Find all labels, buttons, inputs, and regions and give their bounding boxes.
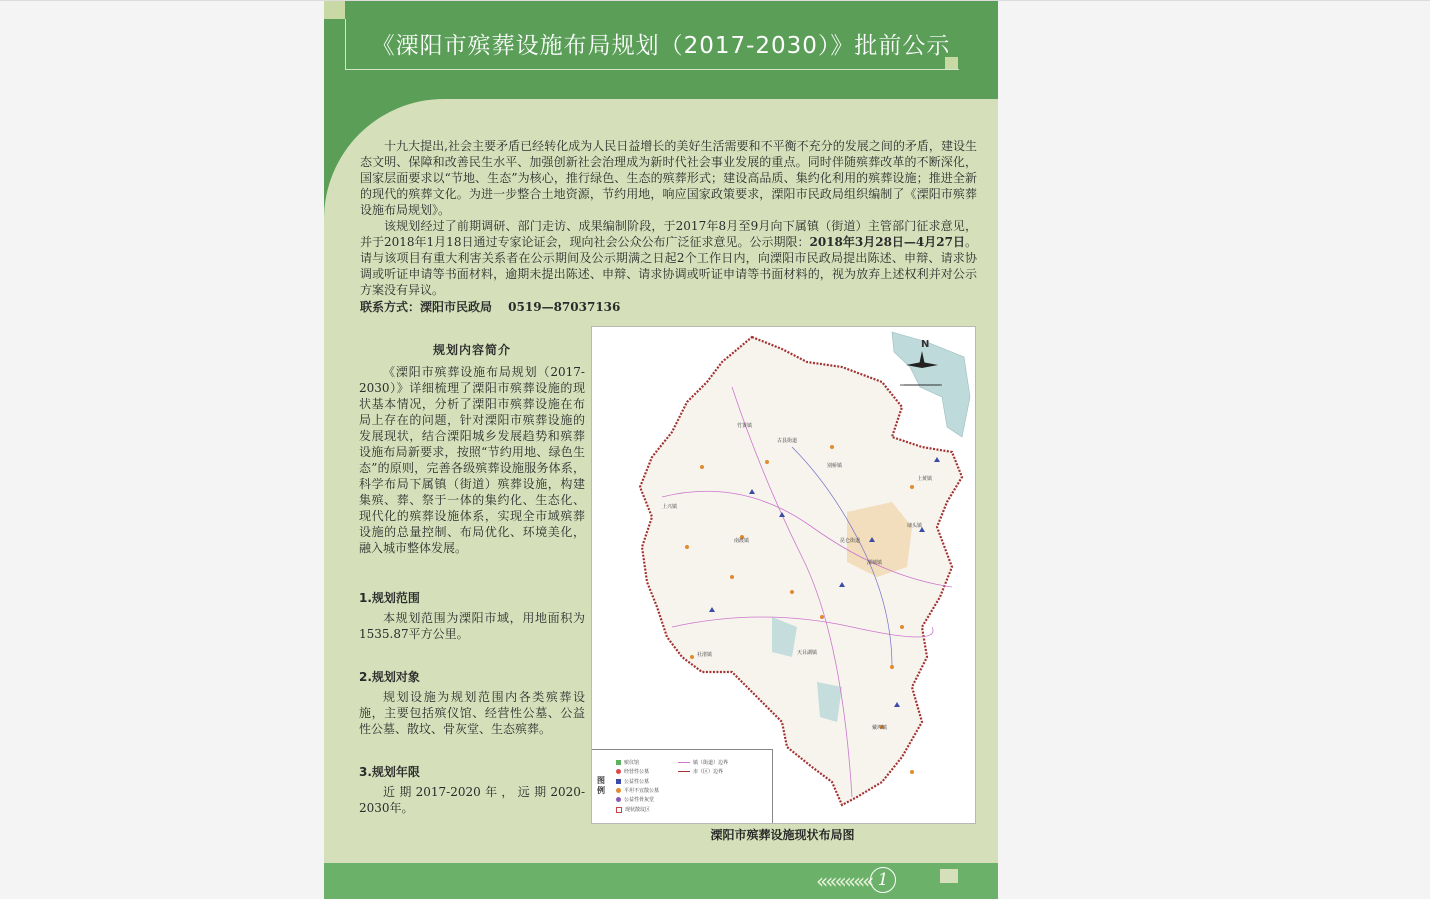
period-heading: 3.规划年限: [359, 765, 420, 779]
legend-label: 镇（街道）边界: [693, 760, 729, 766]
city-boundary: [640, 337, 962, 805]
notice-poster: [324, 1, 998, 899]
intro-paragraph-2-b: 。请与该项目有重大利害关系者在公示期间及公示期满之日起2个工作日内，向溧阳市民政局提出陈述、申辩、请求协调或听证申请等书面材料，逾期未提出陈述、申辩、请求协调或听证申请等书面材料的，视为放弃上述权利并对公示方案没有异议。: [360, 235, 978, 297]
legend-title: 图例: [597, 776, 605, 795]
lake-shape: [892, 332, 970, 437]
intro-text: [360, 138, 977, 315]
place-label: 社渚镇: [697, 652, 713, 658]
place-label: 上黄镇: [917, 476, 933, 482]
legend-label: 公益性骨灰堂: [624, 797, 655, 803]
objects-text: 规划设施为规划范围内各类殡葬设施，主要包括殡仪馆、经营性公墓、公益性公墓、散坟、骨灰堂、生态殡葬。: [359, 690, 585, 736]
footer-square: [940, 869, 958, 883]
place-label: 竹箦镇: [737, 423, 753, 429]
legend-label: 现状散坟区: [625, 807, 651, 813]
legend-item: [616, 806, 650, 813]
summary-heading: 规划内容简介: [432, 343, 511, 357]
header-underline: [345, 69, 959, 70]
place-label: 上兴镇: [662, 504, 678, 510]
legend-item: [616, 796, 654, 803]
legend-label: 殡仪馆: [624, 760, 640, 766]
legend-label: 公益性公墓: [624, 779, 650, 785]
intro-paragraph-1: 十九大提出,社会主要矛盾已经转化成为人民日益增长的美好生活需要和不平衡不充分的发展之间的矛盾，建设生态文明、保障和改善民生水平、加强创新社会治理成为新时代社会事业发展的重点。同时伴随殡葬改革的不断深化，国家层面要求以“节地、生态”为核心，推行绿色、生态的殡葬形式；建设高品质、集约化利用的殡葬设施；推进全新的现代的殡葬文化。为进一步整合土地资源，节约用地，响应国家政策要求，溧阳市民政局组织编制了《溧阳市殡葬设施布局规划》。: [360, 139, 977, 217]
place-label: 南渡镇: [734, 538, 750, 544]
summary-text: 《溧阳市殡葬设施布局规划（2017-2030）》详细梳理了溧阳市殡葬设施的现状基本情况，分析了溧阳市殡葬设施在布局上存在的问题，针对溧阳市殡葬设施的发展现状，结合溧阳城乡发展趋势和殡葬设施布局新要求，按照“节约用地、绿色生态”的原则，完善各级殡葬设施服务体系，科学布局下属镇（街道）殡葬设施，构建集殡、葬、祭于一体的集约化、生态化、现代化的殡葬设施体系，实现全市域殡葬设施的总量控制、布局优化、环境美化，融入城市整体发展。: [359, 365, 585, 555]
legend-item: [678, 768, 723, 775]
legend-item: [616, 768, 649, 775]
summary-column: [359, 341, 585, 816]
intro-paragraph-2: [360, 218, 977, 298]
place-label: 别桥镇: [827, 463, 843, 469]
legend-swatch-icon: [616, 797, 621, 802]
legend-item: [616, 787, 659, 794]
north-label: N: [921, 339, 930, 350]
objects-heading: 2.规划对象: [359, 670, 420, 684]
place-label: 天目湖镇: [797, 650, 818, 656]
legend-line-icon: [678, 771, 690, 772]
facility-map: [591, 326, 976, 824]
page-number: 1: [870, 867, 896, 893]
footer-bar: [324, 863, 998, 899]
legend-swatch-icon: [616, 807, 622, 813]
scope-heading: 1.规划范围: [359, 591, 420, 605]
legend-swatch-icon: [616, 779, 621, 784]
chevrons-icon: ««««««: [816, 869, 872, 893]
legend-item: [616, 778, 649, 785]
legend-line-icon: [678, 762, 690, 763]
header-corner-square: [324, 1, 345, 19]
legend-item: [678, 759, 728, 766]
legend-label: 市（区）边界: [693, 769, 724, 775]
legend-swatch-icon: [616, 769, 621, 774]
period-text: 近期2017-2020年，远期2020-2030年。: [359, 785, 585, 815]
map-legend: [592, 749, 773, 823]
place-label: 埭头镇: [907, 523, 923, 529]
legend-swatch-icon: [616, 760, 621, 765]
map-caption: 溧阳市殡葬设施现状布局图: [710, 828, 855, 842]
legend-swatch-icon: [616, 788, 621, 793]
place-label: 戴埠镇: [872, 725, 888, 731]
legend-item: [616, 759, 639, 766]
legend-label: 平坦不宜散公墓: [624, 788, 660, 794]
place-label: 古县街道: [777, 438, 798, 444]
intro-paragraph-2-a: 该规划经过了前期调研、部门走访、成果编制阶段，于2017年8月至9月向下属镇（街道）主管部门征求意见，并于2018年1月18日通过专家论证会，现向社会公众公布广泛征求意见。公示期限：: [360, 219, 977, 249]
contact-info: 联系方式：溧阳市民政局 0519—87037136: [360, 300, 621, 314]
legend-label: 经营性公墓: [624, 769, 650, 775]
place-label: 溧城镇: [867, 560, 883, 566]
scope-text: 本规划范围为溧阳市域，用地面积为1535.87平方公里。: [359, 611, 585, 641]
place-label: 昆仑街道: [840, 538, 861, 544]
page-title: 《溧阳市殡葬设施布局规划（2017-2030）》批前公示: [371, 33, 951, 59]
notice-period: 2018年3月28日—4月27日: [809, 235, 965, 249]
